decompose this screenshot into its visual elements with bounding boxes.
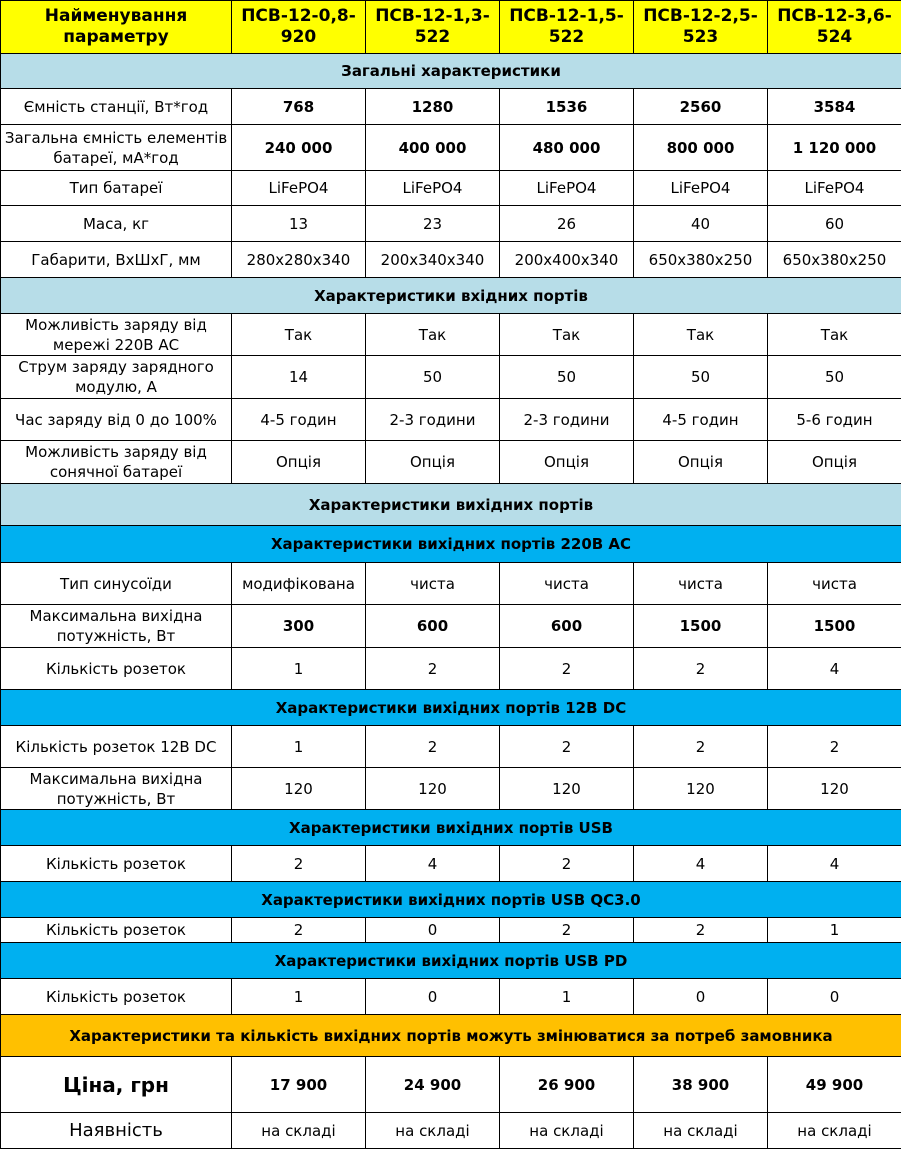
cell: 2560 bbox=[634, 89, 768, 125]
cell: 1500 bbox=[768, 605, 901, 648]
row-label: Час заряду від 0 до 100% bbox=[1, 399, 232, 441]
section-row bbox=[1, 278, 901, 314]
cell: Так bbox=[768, 314, 901, 356]
cell: 480 000 bbox=[500, 125, 634, 171]
cell: Опція bbox=[768, 441, 901, 484]
availability-label: Наявність bbox=[1, 1113, 232, 1149]
row-label: Ємність станції, Вт*год bbox=[1, 89, 232, 125]
model-header: ПСВ-12-0,8-920 bbox=[232, 1, 366, 54]
cell: 4-5 годин bbox=[634, 399, 768, 441]
price-cell: 17 900 bbox=[232, 1057, 366, 1113]
cell: 2-3 години bbox=[500, 399, 634, 441]
cell: 1 bbox=[232, 979, 366, 1015]
cell: 1280 bbox=[366, 89, 500, 125]
availability-cell: на складі bbox=[768, 1113, 901, 1149]
table-row bbox=[1, 605, 901, 648]
cell: 2 bbox=[500, 726, 634, 768]
table-row bbox=[1, 918, 901, 943]
cell: Опція bbox=[232, 441, 366, 484]
cell: 120 bbox=[768, 768, 901, 810]
cell: Опція bbox=[366, 441, 500, 484]
cell: 200х340х340 bbox=[366, 242, 500, 278]
section-row bbox=[1, 526, 901, 563]
row-label: Можливість заряду від мережі 220В АС bbox=[1, 314, 232, 356]
table-row bbox=[1, 399, 901, 441]
cell: 0 bbox=[366, 979, 500, 1015]
row-label: Кількість розеток 12В DC bbox=[1, 726, 232, 768]
cell: 4 bbox=[768, 648, 901, 690]
section-row bbox=[1, 882, 901, 918]
cell: Опція bbox=[634, 441, 768, 484]
table-row bbox=[1, 846, 901, 882]
cell: 650х380х250 bbox=[768, 242, 901, 278]
cell: 0 bbox=[768, 979, 901, 1015]
table-row bbox=[1, 242, 901, 278]
cell: Опція bbox=[500, 441, 634, 484]
cell: 600 bbox=[500, 605, 634, 648]
row-label: Кількість розеток bbox=[1, 918, 232, 943]
cell: 1 120 000 bbox=[768, 125, 901, 171]
cell: 5-6 годин bbox=[768, 399, 901, 441]
section-general: Загальні характеристики bbox=[1, 54, 901, 89]
model-header: ПСВ-12-3,6-524 bbox=[768, 1, 901, 54]
row-label: Струм заряду зарядного модулю, А bbox=[1, 356, 232, 399]
cell: 50 bbox=[768, 356, 901, 399]
availability-row bbox=[1, 1113, 901, 1149]
row-label: Тип батареї bbox=[1, 171, 232, 206]
cell: 1 bbox=[768, 918, 901, 943]
cell: 2 bbox=[366, 648, 500, 690]
header-row bbox=[1, 1, 901, 54]
cell: 2 bbox=[366, 726, 500, 768]
cell: 400 000 bbox=[366, 125, 500, 171]
row-label: Тип синусоїди bbox=[1, 563, 232, 605]
row-label: Габарити, ВхШхГ, мм bbox=[1, 242, 232, 278]
table-row bbox=[1, 768, 901, 810]
cell: 240 000 bbox=[232, 125, 366, 171]
cell: Так bbox=[500, 314, 634, 356]
cell: LiFePO4 bbox=[232, 171, 366, 206]
cell: 4 bbox=[366, 846, 500, 882]
cell: 768 bbox=[232, 89, 366, 125]
price-cell: 49 900 bbox=[768, 1057, 901, 1113]
cell: 600 bbox=[366, 605, 500, 648]
section-input: Характеристики вхідних портів bbox=[1, 278, 901, 314]
cell: 120 bbox=[366, 768, 500, 810]
availability-cell: на складі bbox=[634, 1113, 768, 1149]
cell: 120 bbox=[232, 768, 366, 810]
section-dc: Характеристики вихідних портів 12В DC bbox=[1, 690, 901, 726]
cell: 0 bbox=[634, 979, 768, 1015]
table-row bbox=[1, 206, 901, 242]
table-row bbox=[1, 648, 901, 690]
price-cell: 26 900 bbox=[500, 1057, 634, 1113]
model-header: ПСВ-12-2,5-523 bbox=[634, 1, 768, 54]
cell: модифікована bbox=[232, 563, 366, 605]
row-label: Загальна ємність елементів батареї, мА*год bbox=[1, 125, 232, 171]
note-row bbox=[1, 1015, 901, 1057]
cell: 50 bbox=[500, 356, 634, 399]
cell: 2 bbox=[768, 726, 901, 768]
section-usb-qc: Характеристики вихідних портів USB QC3.0 bbox=[1, 882, 901, 918]
availability-cell: на складі bbox=[232, 1113, 366, 1149]
row-label: Кількість розеток bbox=[1, 846, 232, 882]
availability-cell: на складі bbox=[366, 1113, 500, 1149]
cell: 2 bbox=[500, 918, 634, 943]
section-row bbox=[1, 54, 901, 89]
table-row bbox=[1, 314, 901, 356]
cell: 2 bbox=[232, 846, 366, 882]
row-label: Маса, кг bbox=[1, 206, 232, 242]
model-header: ПСВ-12-1,5-522 bbox=[500, 1, 634, 54]
cell: 23 bbox=[366, 206, 500, 242]
customization-note: Характеристики та кількість вихідних портів можуть змінюватися за потреб замовника bbox=[1, 1015, 901, 1057]
section-row bbox=[1, 690, 901, 726]
cell: чиста bbox=[366, 563, 500, 605]
section-row bbox=[1, 810, 901, 846]
cell: LiFePO4 bbox=[366, 171, 500, 206]
cell: 2 bbox=[634, 726, 768, 768]
cell: 50 bbox=[634, 356, 768, 399]
price-label: Ціна, грн bbox=[1, 1057, 232, 1113]
cell: 4-5 годин bbox=[232, 399, 366, 441]
cell: 2 bbox=[634, 918, 768, 943]
cell: 3584 bbox=[768, 89, 901, 125]
cell: 120 bbox=[500, 768, 634, 810]
section-ac: Характеристики вихідних портів 220В АС bbox=[1, 526, 901, 563]
table-row bbox=[1, 356, 901, 399]
cell: 26 bbox=[500, 206, 634, 242]
cell: 0 bbox=[366, 918, 500, 943]
cell: 650х380х250 bbox=[634, 242, 768, 278]
table-row bbox=[1, 171, 901, 206]
cell: 800 000 bbox=[634, 125, 768, 171]
table-row bbox=[1, 726, 901, 768]
cell: 40 bbox=[634, 206, 768, 242]
row-label: Максимальна вихідна потужність, Вт bbox=[1, 768, 232, 810]
param-header: Найменування параметру bbox=[1, 1, 232, 54]
cell: 1 bbox=[232, 648, 366, 690]
cell: 2 bbox=[500, 846, 634, 882]
availability-cell: на складі bbox=[500, 1113, 634, 1149]
table-row bbox=[1, 441, 901, 484]
cell: 1 bbox=[500, 979, 634, 1015]
cell: LiFePO4 bbox=[768, 171, 901, 206]
table-row bbox=[1, 125, 901, 171]
section-row bbox=[1, 943, 901, 979]
cell: 4 bbox=[634, 846, 768, 882]
cell: 2 bbox=[500, 648, 634, 690]
cell: Так bbox=[232, 314, 366, 356]
cell: LiFePO4 bbox=[634, 171, 768, 206]
cell: Так bbox=[366, 314, 500, 356]
table-row bbox=[1, 979, 901, 1015]
cell: 2 bbox=[634, 648, 768, 690]
cell: 280х280х340 bbox=[232, 242, 366, 278]
cell: 14 bbox=[232, 356, 366, 399]
cell: чиста bbox=[500, 563, 634, 605]
cell: 2 bbox=[232, 918, 366, 943]
cell: 60 bbox=[768, 206, 901, 242]
cell: 200х400х340 bbox=[500, 242, 634, 278]
cell: 4 bbox=[768, 846, 901, 882]
price-cell: 38 900 bbox=[634, 1057, 768, 1113]
cell: 120 bbox=[634, 768, 768, 810]
cell: LiFePO4 bbox=[500, 171, 634, 206]
section-usb: Характеристики вихідних портів USB bbox=[1, 810, 901, 846]
price-cell: 24 900 bbox=[366, 1057, 500, 1113]
cell: 1 bbox=[232, 726, 366, 768]
row-label: Можливість заряду від сонячної батареї bbox=[1, 441, 232, 484]
section-row bbox=[1, 484, 901, 526]
price-row bbox=[1, 1057, 901, 1113]
cell: 300 bbox=[232, 605, 366, 648]
table-row bbox=[1, 89, 901, 125]
section-usb-pd: Характеристики вихідних портів USB PD bbox=[1, 943, 901, 979]
section-output: Характеристики вихідних портів bbox=[1, 484, 901, 526]
model-header: ПСВ-12-1,3-522 bbox=[366, 1, 500, 54]
cell: Так bbox=[634, 314, 768, 356]
row-label: Кількість розеток bbox=[1, 648, 232, 690]
cell: 50 bbox=[366, 356, 500, 399]
row-label: Максимальна вихідна потужність, Вт bbox=[1, 605, 232, 648]
cell: чиста bbox=[634, 563, 768, 605]
cell: 1536 bbox=[500, 89, 634, 125]
cell: 2-3 години bbox=[366, 399, 500, 441]
row-label: Кількість розеток bbox=[1, 979, 232, 1015]
cell: чиста bbox=[768, 563, 901, 605]
table-row bbox=[1, 563, 901, 605]
cell: 13 bbox=[232, 206, 366, 242]
cell: 1500 bbox=[634, 605, 768, 648]
